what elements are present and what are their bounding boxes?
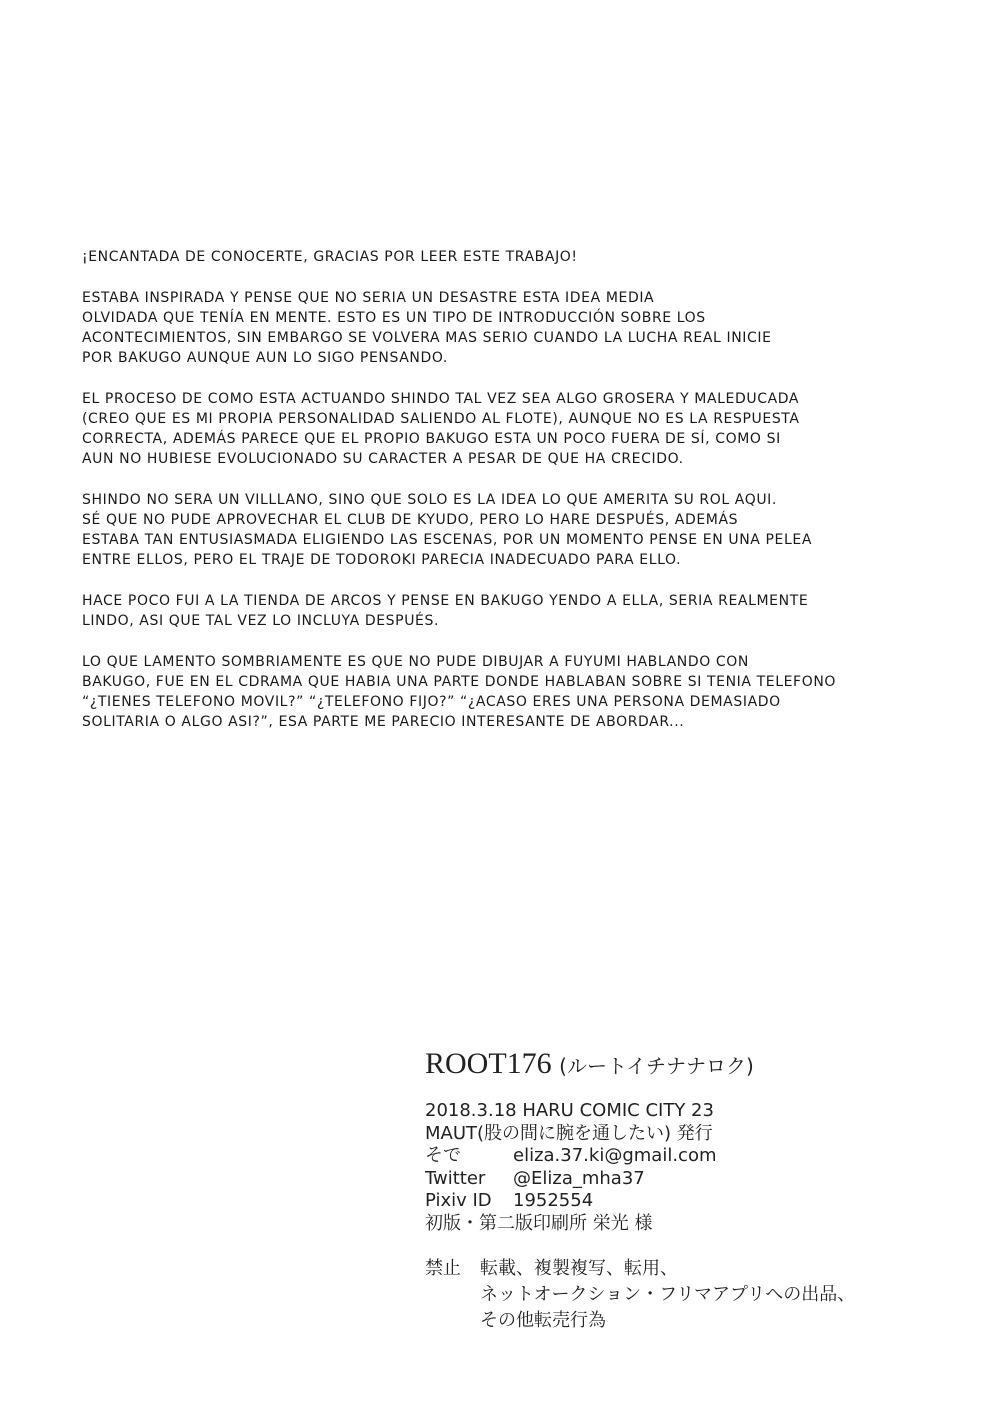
twitter-label: Twitter: [425, 1167, 486, 1189]
afterword-paragraph: [82, 490, 912, 570]
book-title-main: ROOT176: [425, 1047, 552, 1080]
twitter-row: [425, 1168, 965, 1191]
prohibition-label: 禁止: [425, 1258, 461, 1279]
publication-info: [425, 1100, 965, 1235]
afterword-line: LO QUE LAMENTO SOMBRIAMENTE ES QUE NO PUDE DIBUJAR A FUYUMI HABLANDO CON: [82, 654, 749, 670]
afterword-line: HACE POCO FUI A LA TIENDA DE ARCOS Y PENSE EN BAKUGO YENDO A ELLA, SERIA REALMENTE: [82, 593, 809, 609]
afterword-line: SOLITARIA O ALGO ASI?”, ESA PARTE ME PARECIO INTERESANTE DE ABORDAR...: [82, 714, 685, 730]
contact-label: そで: [425, 1145, 461, 1166]
afterword-line: OLVIDADA QUE TENÍA EN MENTE. ESTO ES UN TIPO DE INTRODUCCIÓN SOBRE LOS: [82, 310, 706, 326]
pixiv-id: 1952554: [513, 1190, 594, 1211]
book-title-reading: (ルートイチナナロク): [559, 1054, 754, 1078]
afterword-line: AUN NO HUBIESE EVOLUCIONADO SU CARACTER A PESAR DE QUE HA CRECIDO.: [82, 451, 684, 467]
afterword-line: POR BAKUGO AUNQUE AUN LO SIGO PENSANDO.: [82, 350, 448, 366]
afterword-line: LINDO, ASI QUE TAL VEZ LO INCLUYA DESPUÉS.: [82, 613, 440, 629]
afterword-line: SHINDO NO SERA UN VILLLANO, SINO QUE SOLO ES LA IDEA LO QUE AMERITA SU ROL AQUI.: [82, 492, 777, 508]
afterword-line: ENTRE ELLOS, PERO EL TRAJE DE TODOROKI PARECIA INADECUADO PARA ELLO.: [82, 552, 682, 568]
afterword-line: ACONTECIMIENTOS, SIN EMBARGO SE VOLVERA MAS SERIO CUANDO LA LUCHA REAL INICIE: [82, 330, 772, 346]
book-title: [425, 1044, 965, 1086]
prohibition-item: 転載、複製複写、転用、: [480, 1258, 678, 1279]
pixiv-row: [425, 1190, 965, 1213]
afterword-paragraph: [82, 652, 912, 732]
contact-row: [425, 1145, 965, 1168]
afterword-paragraph: [82, 591, 912, 631]
afterword-paragraph: [82, 389, 912, 469]
afterword-paragraph: [82, 288, 912, 368]
afterword-line: “¿TIENES TELEFONO MOVIL?” “¿TELEFONO FIJO?” “¿ACASO ERES UNA PERSONA DEMASIADO: [82, 694, 781, 710]
colophon: [425, 1044, 965, 1334]
afterword-line: ¡ENCANTADA DE CONOCERTE, GRACIAS POR LEER ESTE TRABAJO!: [82, 249, 578, 265]
prohibition-notice: [425, 1256, 965, 1334]
afterword-line: EL PROCESO DE COMO ESTA ACTUANDO SHINDO TAL VEZ SEA ALGO GROSERA Y MALEDUCADA: [82, 391, 800, 407]
prohibition-item: その他転売行為: [480, 1310, 606, 1331]
afterword-text: [82, 247, 912, 753]
afterword-line: SÉ QUE NO PUDE APROVECHAR EL CLUB DE KYUDO, PERO LO HARE DESPUÉS, ADEMÁS: [82, 512, 739, 528]
afterword-line: (CREO QUE ES MI PROPIA PERSONALIDAD SALIENDO AL FLOTE), AUNQUE NO ES LA RESPUESTA: [82, 411, 800, 427]
afterword-paragraph: [82, 247, 912, 267]
prohibition-items: [480, 1256, 855, 1334]
prohibition-item: ネットオークション・フリマアプリへの出品、: [480, 1284, 856, 1305]
publisher-line: MAUT(股の間に腕を通したい) 発行: [425, 1122, 713, 1144]
afterword-line: ESTABA TAN ENTUSIASMADA ELIGIENDO LAS ESCENAS, POR UN MOMENTO PENSE EN UNA PELEA: [82, 532, 813, 548]
event-line: 2018.3.18 HARU COMIC CITY 23: [425, 1100, 714, 1121]
pixiv-label: Pixiv ID: [425, 1190, 492, 1211]
printer-line: 初版・第二版印刷所 栄光 様: [425, 1212, 653, 1234]
afterword-line: BAKUGO, FUE EN EL CDRAMA QUE HABIA UNA PARTE DONDE HABLABAN SOBRE SI TENIA TELEFONO: [82, 674, 837, 690]
afterword-line: ESTABA INSPIRADA Y PENSE QUE NO SERIA UN DESASTRE ESTA IDEA MEDIA: [82, 290, 655, 306]
twitter-handle: @Eliza_mha37: [513, 1167, 645, 1189]
contact-email: eliza.37.ki@gmail.com: [513, 1145, 717, 1166]
afterword-line: CORRECTA, ADEMÁS PARECE QUE EL PROPIO BAKUGO ESTA UN POCO FUERA DE SÍ, COMO SI: [82, 431, 781, 447]
